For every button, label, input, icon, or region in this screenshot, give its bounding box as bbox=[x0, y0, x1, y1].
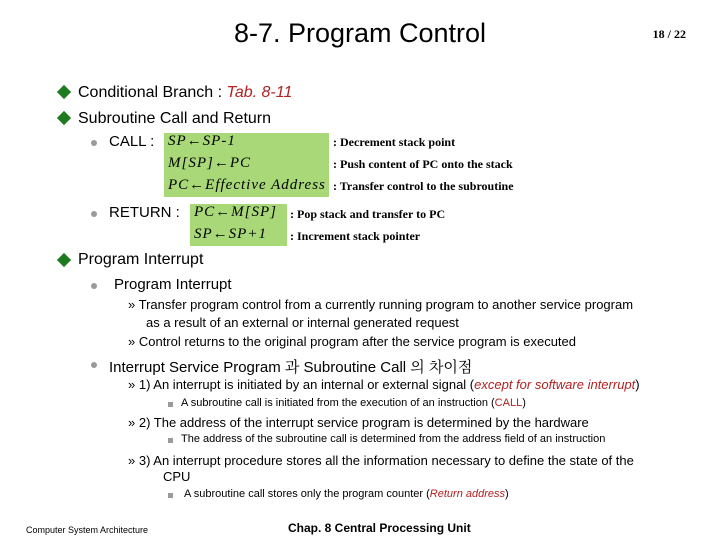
isr-point-1-sub-text: A subroutine call is initiated from the execution of an instruction ( bbox=[181, 397, 495, 409]
isr-point-3-sub-end: ) bbox=[505, 488, 509, 500]
call-note-1: : Decrement stack point bbox=[333, 135, 456, 149]
return-note-2: : Increment stack pointer bbox=[290, 229, 421, 243]
square-bullet-icon bbox=[168, 438, 173, 443]
call-note-3: : Transfer control to the subroutine bbox=[333, 179, 514, 193]
bullet-dot-icon bbox=[91, 211, 97, 217]
isr-point-1-text: » 1) An interrupt is initiated by an internal or external signal ( bbox=[128, 377, 475, 392]
isr-point-3-sub-red: Return address bbox=[429, 488, 506, 500]
subroutine-heading: Subroutine Call and Return bbox=[78, 110, 272, 127]
interrupt-point-2: » Control returns to the original program after the service program is executed bbox=[128, 334, 576, 349]
call-op-1: SP←SP-1 bbox=[168, 133, 236, 149]
diamond-bullet-icon bbox=[57, 253, 71, 267]
isr-point-1-sub-red: CALL bbox=[494, 397, 523, 409]
call-op-3: PC←Effective Address bbox=[168, 177, 326, 193]
isr-point-3: » 3) An interrupt procedure stores all the information necessary to define the state of the bbox=[128, 453, 634, 468]
isr-point-1-end: ) bbox=[635, 377, 640, 392]
return-op-1: PC←M[SP] bbox=[194, 204, 277, 220]
call-op-2: M[SP]←PC bbox=[168, 155, 251, 171]
call-note-2: : Push content of PC onto the stack bbox=[333, 157, 513, 171]
isr-point-2: » 2) The address of the interrupt service program is determined by the hardware bbox=[128, 415, 589, 430]
square-bullet-icon bbox=[168, 402, 173, 407]
isr-point-1-sub-end: ) bbox=[522, 397, 526, 409]
isr-point-3-sub bbox=[184, 488, 509, 500]
return-op-2: SP←SP+1 bbox=[194, 226, 267, 242]
isr-point-1 bbox=[128, 377, 640, 392]
diamond-bullet-icon bbox=[57, 85, 71, 99]
call-label: CALL : bbox=[109, 133, 155, 150]
footer-chapter: Chap. 8 Central Processing Unit bbox=[288, 521, 471, 535]
footer-course: Computer System Architecture bbox=[26, 525, 149, 535]
interrupt-sub-label: Program Interrupt bbox=[114, 276, 232, 293]
page-number: 18 / 22 bbox=[652, 27, 686, 41]
interrupt-heading: Program Interrupt bbox=[78, 251, 204, 268]
isr-point-1-red: except for software interrupt bbox=[474, 377, 636, 392]
return-label: RETURN : bbox=[109, 204, 180, 221]
interrupt-point-1-cont: as a result of an external or internal generated request bbox=[146, 315, 459, 330]
cond-branch-heading bbox=[78, 84, 292, 102]
isr-point-3-sub-text: A subroutine call stores only the program counter ( bbox=[184, 488, 430, 500]
bullet-dot-icon bbox=[91, 362, 97, 368]
cond-branch-ref: Tab. 8-11 bbox=[226, 84, 293, 101]
isr-point-1-sub bbox=[181, 397, 526, 409]
isr-heading: Interrupt Service Program 과 Subroutine Call 의 차이점 bbox=[109, 359, 473, 376]
isr-point-3-cont: CPU bbox=[163, 469, 191, 484]
isr-point-2-sub: The address of the subroutine call is determined from the address field of an instruction bbox=[181, 433, 606, 445]
bullet-dot-icon bbox=[91, 140, 97, 146]
page-title: 8-7. Program Control bbox=[233, 18, 487, 48]
cond-branch-label: Conditional Branch : bbox=[78, 84, 227, 101]
square-bullet-icon bbox=[168, 493, 173, 498]
interrupt-point-1: » Transfer program control from a currently running program to another service program bbox=[128, 297, 634, 312]
return-note-1: : Pop stack and transfer to PC bbox=[290, 207, 446, 221]
diamond-bullet-icon bbox=[57, 111, 71, 125]
bullet-dot-icon bbox=[91, 283, 97, 289]
